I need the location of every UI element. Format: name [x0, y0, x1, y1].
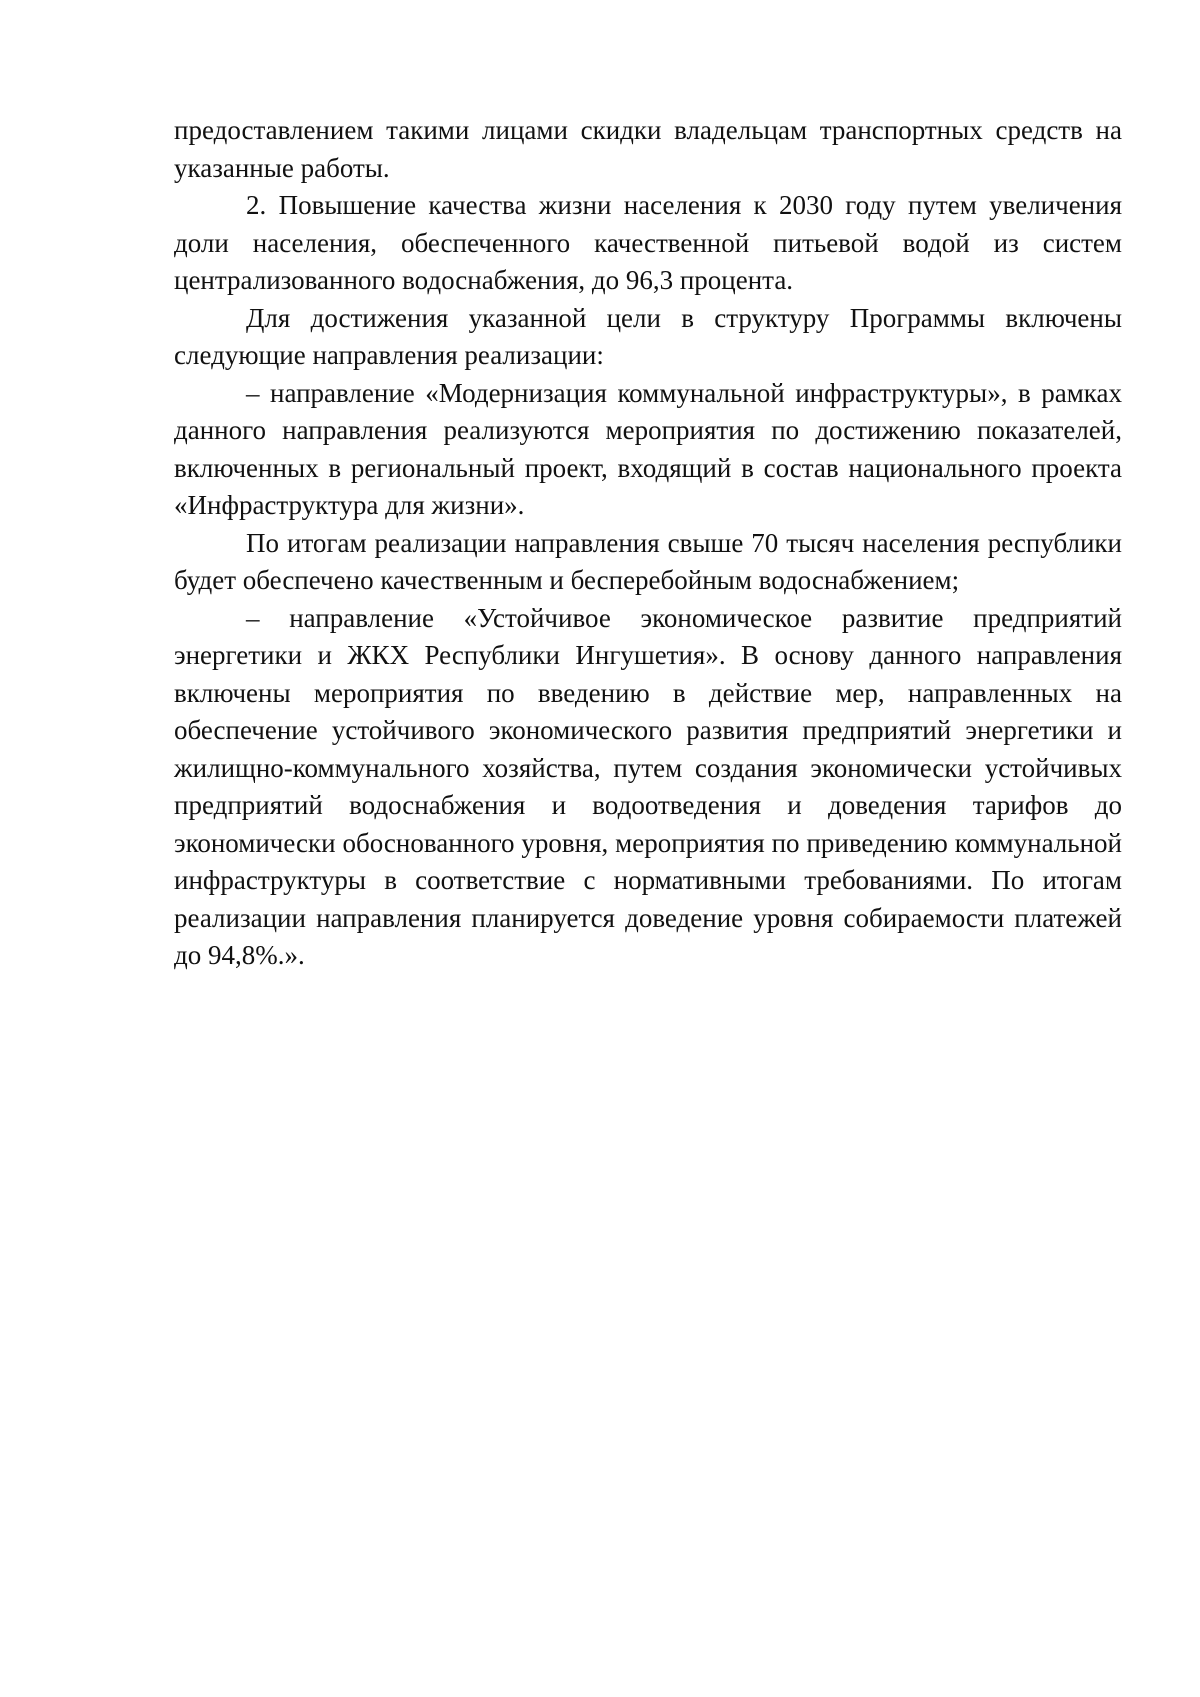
paragraph-continuation: предоставлением такими лицами скидки владельцам транспортных средств на указанные работы. [174, 115, 1122, 183]
paragraph-modernization-results: По итогам реализации направления свыше 70 тысяч населения республики будет обеспечено качественным и бесперебойным водоснабжением; [174, 527, 1122, 595]
document-body [174, 112, 1122, 975]
paragraph-modernization-direction: – направление «Модернизация коммунальной инфраструктуры», в рамках данного направления реализуются мероприятия по достижению показателей, включенных в региональный проект, входящий в состав национального проекта «Инфраструктура для жизни». [174, 377, 1122, 520]
paragraph-economic-development-direction: – направление «Устойчивое экономическое развитие предприятий энергетики и ЖКХ Республики Ингушетия». В основу данного направления включены мероприятия по введению в действие мер, направленных на обеспечение устойчивого экономического развития предприятий энергетики и жилищно-коммунального хозяйства, путем создания экономически устойчивых предприятий водоснабжения и водоотведения и доведения тарифов до экономически обоснованного уровня, мероприятия по приведению коммунальной инфраструктуры в соответствие с нормативными требованиями. По итогам реализации направления планируется доведение уровня собираемости платежей до 94,8%.». [174, 602, 1122, 970]
paragraph-program-structure: Для достижения указанной цели в структуру Программы включены следующие направления реализации: [174, 302, 1122, 370]
paragraph-goal-2: 2. Повышение качества жизни населения к 2030 году путем увеличения доли населения, обеспеченного качественной питьевой водой из систем централизованного водоснабжения, до 96,3 процента. [174, 190, 1122, 295]
